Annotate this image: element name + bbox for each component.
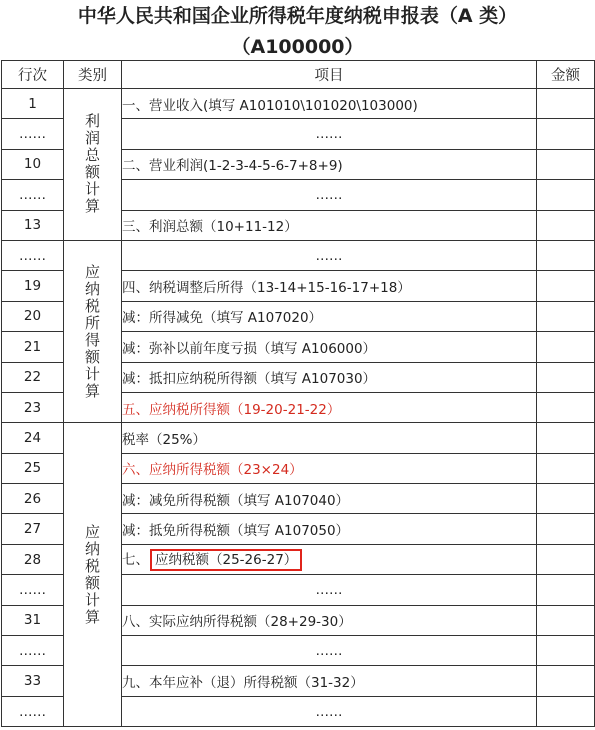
amount-cell[interactable] [537, 332, 595, 362]
line-number: …… [2, 575, 64, 605]
tax-return-table [1, 60, 595, 727]
category-taxable-income [64, 240, 122, 422]
amount-cell[interactable] [537, 119, 595, 149]
amount-cell[interactable] [537, 636, 595, 666]
amount-cell[interactable] [537, 89, 595, 119]
category-tax-payable [64, 423, 122, 727]
amount-cell[interactable] [537, 484, 595, 514]
amount-cell[interactable] [537, 210, 595, 240]
item-label: 八、实际应纳所得税额（28+29-30） [122, 605, 537, 635]
line-number: 28 [2, 544, 64, 574]
header-amount: 金额 [537, 61, 595, 89]
item-label: 四、纳税调整后所得（13-14+15-16-17+18） [122, 271, 537, 301]
amount-cell[interactable] [537, 666, 595, 696]
item-label: 一、营业收入(填写 A101010\101020\103000) [122, 89, 537, 119]
amount-cell[interactable] [537, 362, 595, 392]
line-number: 23 [2, 392, 64, 422]
table-header-row [2, 61, 595, 89]
line-number: 22 [2, 362, 64, 392]
item-label: …… [122, 240, 537, 270]
item-prefix: 七、 [122, 552, 149, 569]
line-number: …… [2, 696, 64, 726]
category-label: 应纳税所得额计算 [84, 262, 100, 400]
item-label: …… [122, 636, 537, 666]
amount-cell[interactable] [537, 544, 595, 574]
form-title-line1: 中华人民共和国企业所得税年度纳税申报表（A 类） [77, 5, 518, 27]
table-row [2, 423, 595, 453]
line-number: 10 [2, 149, 64, 179]
line-number: …… [2, 119, 64, 149]
line-number: …… [2, 636, 64, 666]
amount-cell[interactable] [537, 514, 595, 544]
amount-cell[interactable] [537, 180, 595, 210]
item-label: 减：所得减免（填写 A107020） [122, 301, 537, 331]
highlight-box: 应纳税额（25-26-27） [150, 549, 302, 571]
line-number: 25 [2, 453, 64, 483]
form-title-code: （A100000） [231, 36, 364, 58]
item-label: 减：弥补以前年度亏损（填写 A106000） [122, 332, 537, 362]
item-label: 减：抵扣应纳税所得额（填写 A107030） [122, 362, 537, 392]
item-label: 税率（25%） [122, 423, 537, 453]
line-number: 26 [2, 484, 64, 514]
item-label: 减：抵免所得税额（填写 A107050） [122, 514, 537, 544]
line-number: 27 [2, 514, 64, 544]
amount-cell[interactable] [537, 301, 595, 331]
amount-cell[interactable] [537, 240, 595, 270]
line-number: 21 [2, 332, 64, 362]
table-row [2, 89, 595, 119]
amount-cell[interactable] [537, 453, 595, 483]
line-number: 24 [2, 423, 64, 453]
item-label: 减：减免所得税额（填写 A107040） [122, 484, 537, 514]
item-label-highlighted: 六、应纳所得税额（23×24） [122, 453, 537, 483]
line-number: 31 [2, 605, 64, 635]
item-label: 二、营业利润(1-2-3-4-5-6-7+8+9) [122, 149, 537, 179]
amount-cell[interactable] [537, 423, 595, 453]
amount-cell[interactable] [537, 149, 595, 179]
item-label: …… [122, 575, 537, 605]
line-number: 33 [2, 666, 64, 696]
amount-cell[interactable] [537, 271, 595, 301]
item-label: 三、利润总额（10+11-12） [122, 210, 537, 240]
header-line-number: 行次 [2, 61, 64, 89]
category-label: 应纳税额计算 [84, 522, 100, 626]
category-profit [64, 89, 122, 241]
header-category: 类别 [64, 61, 122, 89]
item-label [122, 544, 537, 574]
item-label: …… [122, 119, 537, 149]
line-number: …… [2, 180, 64, 210]
category-label: 利润总额计算 [84, 112, 100, 216]
line-number: 1 [2, 89, 64, 119]
amount-cell[interactable] [537, 575, 595, 605]
line-number: 20 [2, 301, 64, 331]
item-label: …… [122, 696, 537, 726]
item-label: 九、本年应补（退）所得税额（31-32） [122, 666, 537, 696]
header-item: 项目 [122, 61, 537, 89]
line-number: 19 [2, 271, 64, 301]
amount-cell[interactable] [537, 696, 595, 726]
line-number: …… [2, 240, 64, 270]
line-number: 13 [2, 210, 64, 240]
table-row [2, 240, 595, 270]
item-label-highlighted: 五、应纳税所得额（19-20-21-22） [122, 392, 537, 422]
amount-cell[interactable] [537, 392, 595, 422]
amount-cell[interactable] [537, 605, 595, 635]
item-label: …… [122, 180, 537, 210]
